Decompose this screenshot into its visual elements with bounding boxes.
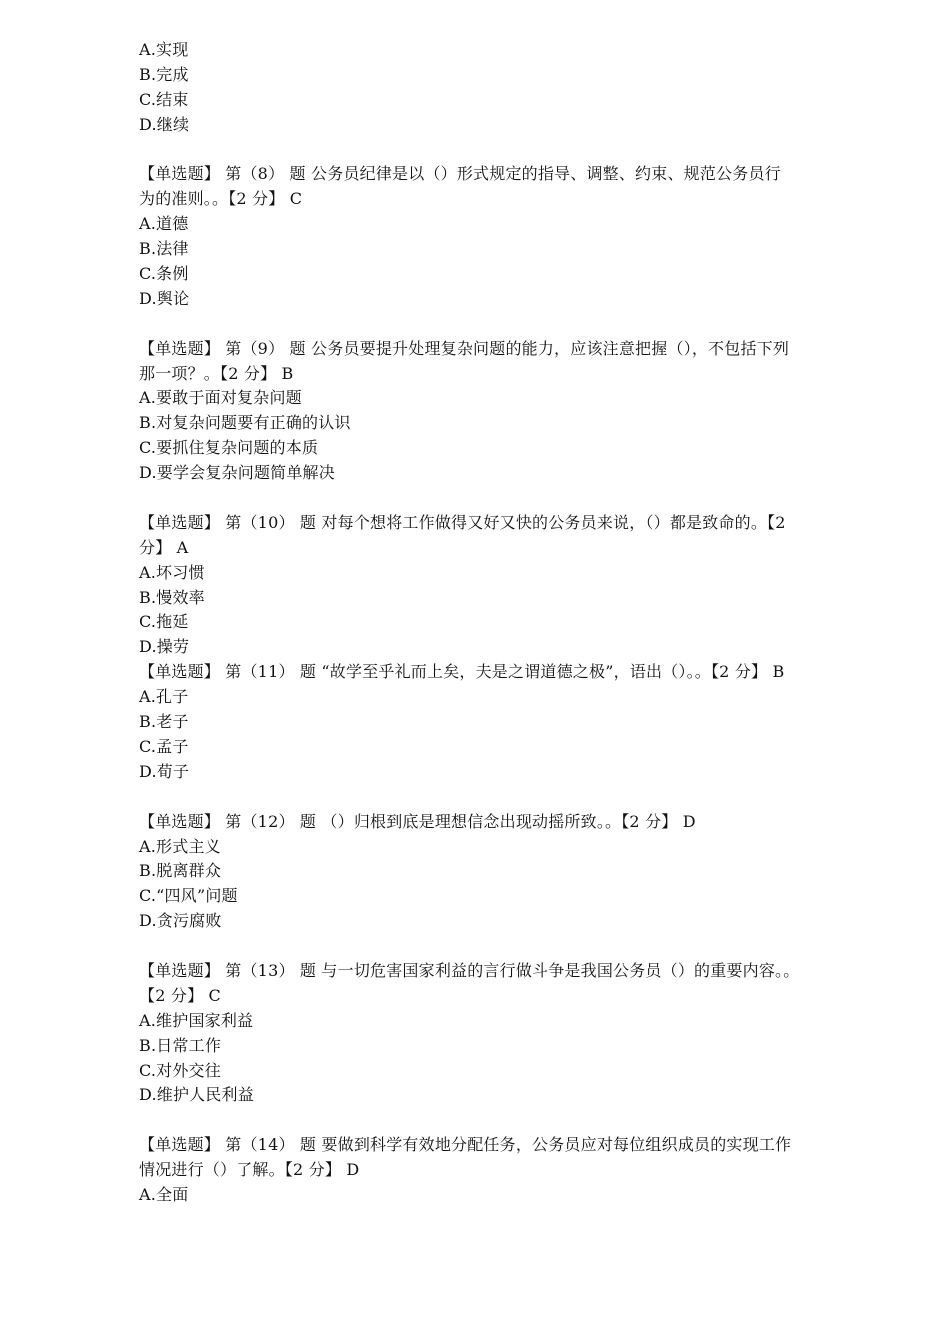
option-b: B.慢效率 [139, 587, 205, 607]
question-text-line: 【单选题】 第（10） 题 对每个想将工作做得又好又快的公务员来说，（）都是致命的。【2 [139, 512, 786, 532]
option-c: C.“四风”问题 [139, 886, 238, 906]
option-d: D.舆论 [139, 288, 190, 308]
question-text-line: 那一项？。【2 分】 B [139, 363, 294, 383]
option-b: B.日常工作 [139, 1035, 222, 1055]
question-text-line: 分】 A [139, 537, 189, 557]
option-a: A.孔子 [139, 687, 189, 707]
question-10 [139, 511, 811, 660]
option-c: C.条例 [139, 264, 189, 284]
previous-question-options [139, 38, 811, 138]
option-a: A.坏习惯 [139, 562, 205, 582]
option-d: D.要学会复杂问题简单解决 [139, 463, 335, 483]
question-13 [139, 959, 811, 1108]
question-text-line: 【单选题】 第（13） 题 与一切危害国家利益的言行做斗争是我国公务员（）的重要内容。。 [139, 960, 800, 980]
question-11 [139, 660, 811, 784]
spacer [139, 785, 811, 810]
question-text-line: 情况进行（）了解。【2 分】 D [139, 1160, 360, 1180]
question-text-line: 【单选题】 第（12） 题 （）归根到底是理想信念出现动摇所致。。【2 分】 D [139, 811, 696, 831]
option-d: D.维护人民利益 [139, 1085, 254, 1105]
option-a: A.道德 [139, 214, 189, 234]
option-d: D.贪污腐败 [139, 911, 222, 931]
option-c: C.对外交往 [139, 1060, 221, 1080]
option-c: C.要抓住复杂问题的本质 [139, 438, 319, 458]
spacer [139, 934, 811, 959]
spacer [139, 486, 811, 511]
option-a: A.维护国家利益 [139, 1010, 254, 1030]
spacer [139, 138, 811, 163]
option-b: B.完成 [139, 64, 189, 84]
option-d: D.操劳 [139, 637, 190, 657]
option-a: A.实现 [139, 40, 189, 59]
question-text-line: 【2 分】 C [139, 985, 221, 1005]
spacer [139, 1108, 811, 1133]
option-d: D.继续 [139, 114, 190, 134]
question-text-line: 【单选题】 第（8） 题 公务员纪律是以（）形式规定的指导、调整、约束、规范公务员行 [139, 164, 781, 184]
option-d: D.荀子 [139, 761, 190, 781]
option-b: B.对复杂问题要有正确的认识 [139, 413, 351, 433]
option-c: C.孟子 [139, 736, 189, 756]
question-text-line: 【单选题】 第（14） 题 要做到科学有效地分配任务，公务员应对每位组织成员的实现工作 [139, 1135, 792, 1155]
question-9 [139, 337, 811, 486]
option-b: B.法律 [139, 239, 189, 259]
question-8 [139, 162, 811, 311]
option-a: A.形式主义 [139, 836, 221, 856]
question-text-line: 【单选题】 第（9） 题 公务员要提升处理复杂问题的能力，应该注意把握（），不包括下列 [139, 338, 790, 358]
option-c: C.拖延 [139, 612, 189, 632]
question-14 [139, 1133, 811, 1208]
spacer [139, 312, 811, 337]
option-a: A.全面 [139, 1184, 189, 1204]
document-page [139, 38, 811, 1208]
question-12 [139, 810, 811, 934]
option-b: B.老子 [139, 712, 189, 732]
question-text-line: 【单选题】 第（11） 题 “故学至乎礼而上矣，夫是之谓道德之极”，语出（）。。【2 分】 B [139, 662, 785, 682]
option-b: B.脱离群众 [139, 861, 222, 881]
option-c: C.结束 [139, 89, 189, 109]
option-a: A.要敢于面对复杂问题 [139, 388, 302, 408]
question-text-line: 为的准则。。【2 分】 C [139, 189, 303, 209]
